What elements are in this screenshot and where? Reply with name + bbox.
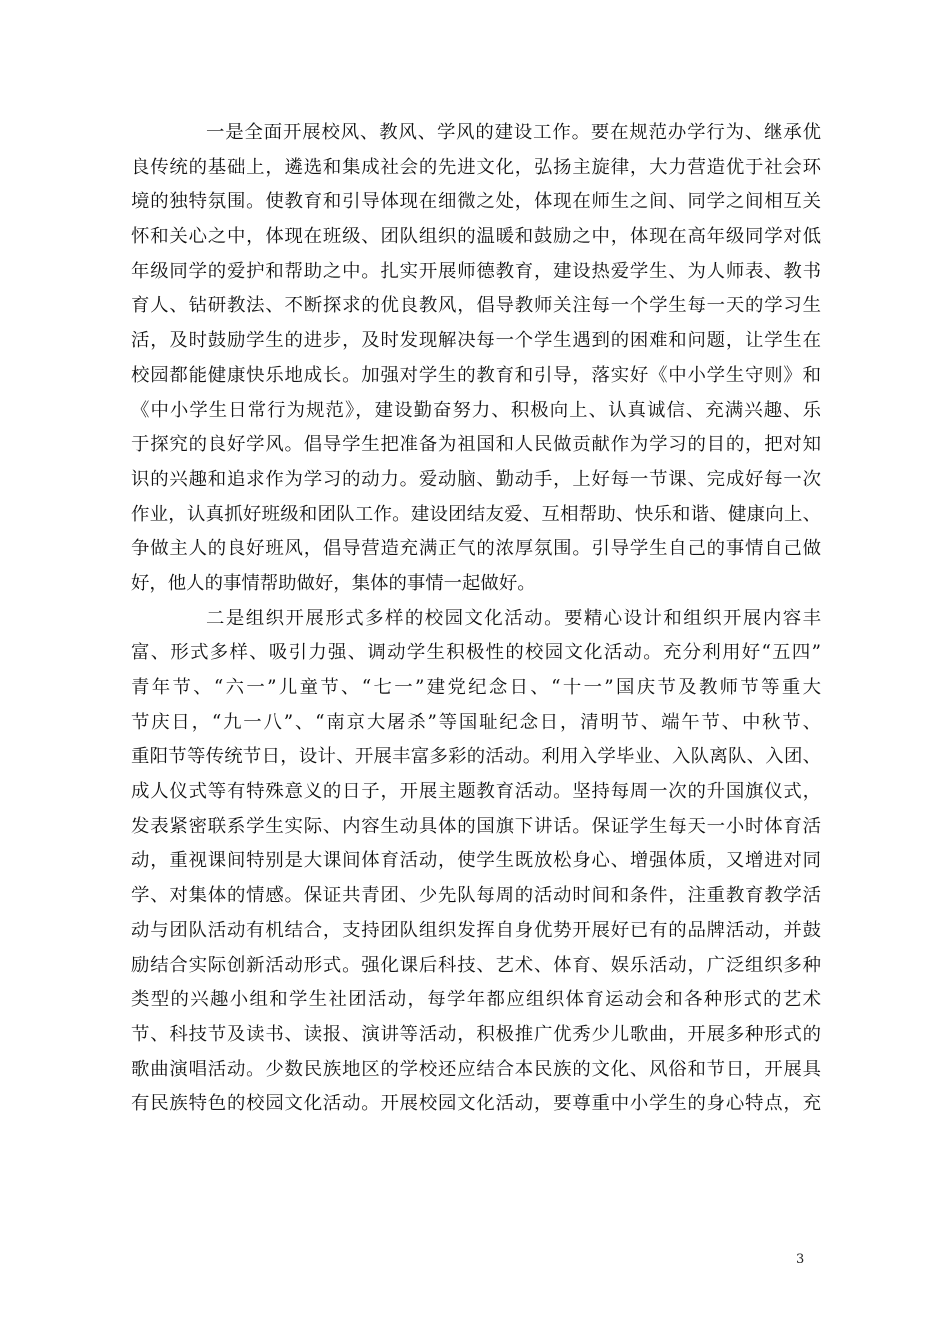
text-line: 类型的兴趣小组和学生社团活动，每学年都应组织体育运动会和各种形式的艺术 [131,989,821,1011]
text-line: 良传统的基础上，遴选和集成社会的先进文化，弘扬主旋律，大力营造优于社会环 [131,156,821,178]
text-line: 富、形式多样、吸引力强、调动学生积极性的校园文化活动。充分利用好“五四” [131,642,821,664]
text-line: 动与团队活动有机结合，支持团队组织发挥自身优势开展好已有的品牌活动，并鼓 [131,919,821,941]
text-line: 活，及时鼓励学生的进步，及时发现解决每一个学生遇到的困难和问题，让学生在 [131,330,821,352]
text-line: 境的独特氛围。使教育和引导体现在细微之处，体现在师生之间、同学之间相互关 [131,191,821,213]
text-line: 一是全面开展校风、教风、学风的建设工作。要在规范办学行为、继承优 [206,122,821,143]
text-line: 于探究的良好学风。倡导学生把准备为祖国和人民做贡献作为学习的目的，把对知 [131,434,821,456]
text-line: 作业，认真抓好班级和团队工作。建设团结友爱、互相帮助、快乐和谐、健康向上、 [131,503,821,525]
text-line: 发表紧密联系学生实际、内容生动具体的国旗下讲话。保证学生每天一小时体育活 [131,815,821,837]
text-line: 识的兴趣和追求作为学习的动力。爱动脑、勤动手，上好每一节课、完成好每一次 [131,468,821,490]
text-line: 重阳节等传统节日，设计、开展丰富多彩的活动。利用入学毕业、入队离队、入团、 [131,746,821,768]
text-line: 歌曲演唱活动。少数民族地区的学校还应结合本民族的文化、风俗和节日，开展具 [131,1058,821,1080]
text-line: 二是组织开展形式多样的校园文化活动。要精心设计和组织开展内容丰 [206,607,821,629]
text-line: 节、科技节及读书、读报、演讲等活动，积极推广优秀少儿歌曲，开展多种形式的 [131,1023,821,1045]
text-line: 有民族特色的校园文化活动。开展校园文化活动，要尊重中小学生的身心特点，充 [131,1093,821,1115]
paragraph-campus-activities [131,602,821,1122]
body-text [131,116,821,1122]
text-line: 争做主人的良好班风，倡导营造充满正气的浓厚氛围。引导学生自己的事情自己做 [131,538,821,560]
text-line: 校园都能健康快乐地成长。加强对学生的教育和引导，落实好《中小学生守则》和 [131,364,821,386]
page-number: 3 [796,1252,805,1267]
text-line: 育人、钻研教法、不断探求的优良教风，倡导教师关注每一个学生每一天的学习生 [131,295,821,317]
paragraph-school-spirit [131,116,821,602]
text-line: 励结合实际创新活动形式。强化课后科技、艺术、体育、娱乐活动，广泛组织多种 [131,954,821,976]
text-line: 年级同学的爱护和帮助之中。扎实开展师德教育，建设热爱学生、为人师表、教书 [131,260,821,282]
text-line: 青年节、“六一”儿童节、“七一”建党纪念日、“十一”国庆节及教师节等重大 [131,677,821,698]
text-line: 学、对集体的情感。保证共青团、少先队每周的活动时间和条件，注重教育教学活 [131,885,821,907]
text-line: 动，重视课间特别是大课间体育活动，使学生既放松身心、增强体质，又增进对同 [131,850,821,872]
text-line: 怀和关心之中，体现在班级、团队组织的温暖和鼓励之中，体现在高年级同学对低 [131,226,821,248]
text-line: 节庆日，“九一八”、“南京大屠杀”等国耻纪念日，清明节、端午节、中秋节、 [131,711,821,733]
text-line: 好，他人的事情帮助做好，集体的事情一起做好。 [131,572,536,594]
text-line: 《中小学生日常行为规范》，建设勤奋努力、积极向上、认真诚信、充满兴趣、乐 [131,399,821,421]
text-line: 成人仪式等有特殊意义的日子，开展主题教育活动。坚持每周一次的升国旗仪式， [131,781,821,803]
